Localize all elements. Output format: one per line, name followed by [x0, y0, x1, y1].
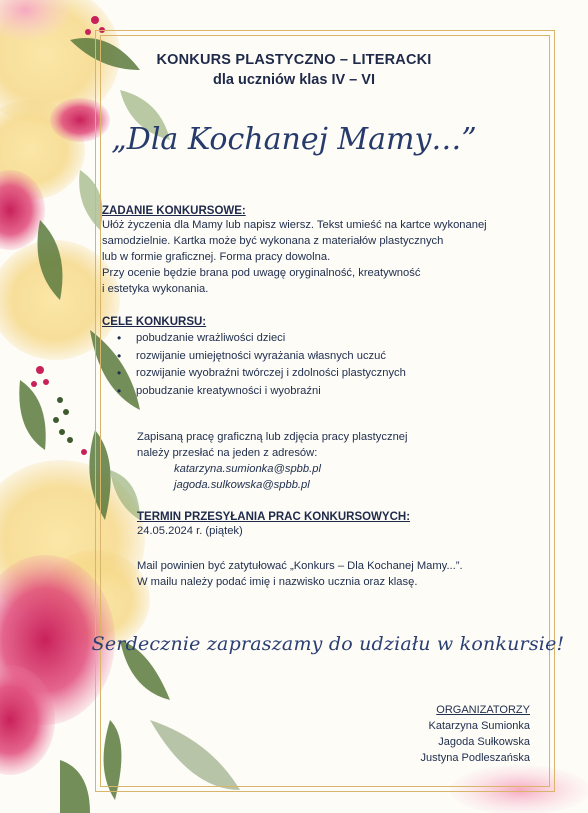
list-item: • pobudzanie kreatywności i wyobraźni: [116, 383, 532, 401]
task-text: [102, 217, 532, 297]
task-heading: ZADANIE KONKURSOWE:: [102, 205, 246, 217]
task-line: i estetyka wykonania.: [102, 283, 209, 295]
organizer-name: Jagoda Sułkowska: [438, 736, 530, 748]
deadline-date: 24.05.2024 r. (piątek): [137, 525, 243, 537]
mail-note-line: Mail powinien być zatytułować „Konkurs – Dla Kochanej Mamy...”.: [137, 560, 463, 572]
organizer-name: Katarzyna Sumionka: [428, 720, 530, 732]
task-line: Przy ocenie będzie brana pod uwagę oryginalność, kreatywność: [102, 267, 421, 279]
submission-section: [137, 429, 537, 493]
email-link[interactable]: jagoda.sulkowska@spbb.pl: [174, 479, 310, 491]
deadline-section: [137, 511, 537, 539]
email-link[interactable]: katarzyna.sumionka@spbb.pl: [174, 463, 321, 475]
goals-section: [102, 316, 532, 400]
organizers: [421, 702, 530, 766]
goals-list: [116, 330, 532, 400]
organizer-name: Justyna Podleszańska: [420, 752, 530, 764]
task-section: [102, 205, 532, 297]
task-line: samodzielnie. Kartka może być wykonana z materiałów plastycznych: [102, 235, 444, 247]
task-line: lub w formie graficznej. Forma pracy dowolna.: [102, 251, 331, 263]
goals-heading: CELE KONKURSU:: [102, 316, 207, 328]
mail-note: [137, 558, 547, 590]
header-line-1: KONKURS PLASTYCZNO – LITERACKI: [156, 52, 432, 68]
list-item: • rozwijanie umiejętności wyrażania własnych uczuć: [116, 348, 532, 366]
page-title: „Dla Kochanej Mamy…”: [111, 122, 477, 157]
deadline-heading: TERMIN PRZESYŁANIA PRAC KONKURSOWYCH:: [137, 511, 411, 523]
submission-line: Zapisaną pracę graficzną lub zdjęcia pracy plastycznej: [137, 431, 408, 443]
submission-line: należy przesłać na jeden z adresów:: [137, 447, 318, 459]
task-line: Ułóż życzenia dla Mamy lub napisz wiersz. Tekst umieść na kartce wykonanej: [102, 219, 487, 231]
invitation-text: Serdecznie zapraszamy do udziału w konkursie!: [91, 633, 565, 655]
mail-note-line: W mailu należy podać imię i nazwisko ucznia oraz klasę.: [137, 576, 418, 588]
header-line-2: dla uczniów klas IV – VI: [213, 72, 375, 88]
list-item: • pobudzanie wrażliwości dzieci: [116, 330, 532, 348]
organizers-heading: ORGANIZATORZY: [436, 704, 530, 716]
list-item: • rozwijanie wyobraźni twórczej i zdolności plastycznych: [116, 365, 532, 383]
